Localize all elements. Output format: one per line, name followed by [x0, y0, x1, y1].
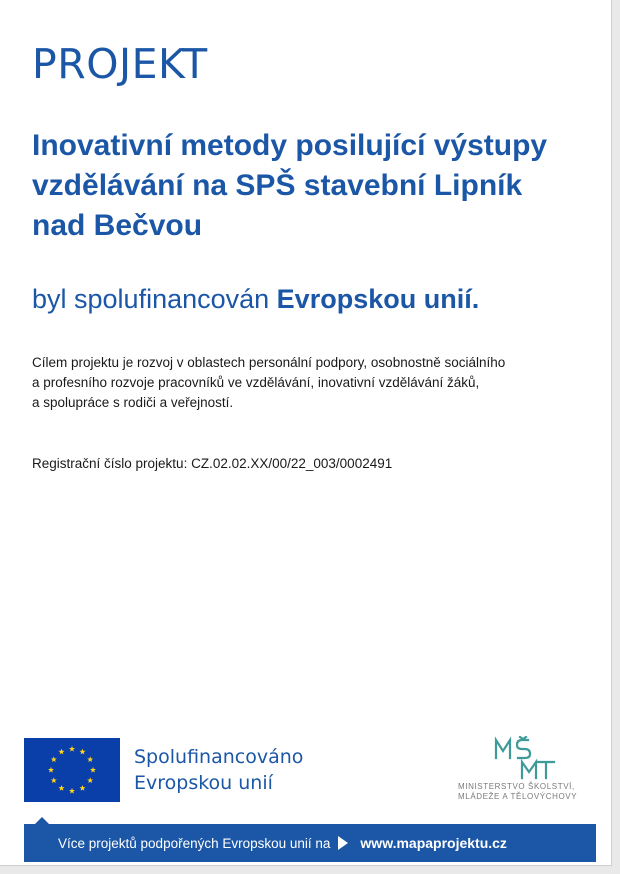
ministry-line1: MINISTERSTVO ŠKOLSTVÍ,: [458, 782, 575, 791]
cofinancing-statement: [32, 284, 479, 315]
cofinancing-prefix: byl spolufinancován: [32, 284, 277, 314]
footer-banner-text: Více projektů podpořených Evropskou unií na: [58, 835, 331, 851]
footer-banner: [24, 824, 596, 862]
description-line: a spolupráce s rodiči a veřejností.: [32, 395, 234, 410]
page-heading: PROJEKT: [32, 40, 208, 88]
eu-logo-line1: Spolufinancováno: [134, 746, 304, 768]
eu-logo-text: [134, 744, 303, 796]
project-description: [32, 353, 582, 413]
msmt-mark-icon: [492, 736, 564, 782]
ministry-line2: MLÁDEŽE A TĚLOVÝCHOVY: [458, 792, 578, 801]
ministry-logo: [458, 736, 598, 802]
eu-cofunded-logo: [24, 738, 303, 802]
description-line: a profesního rozvoje pracovníků ve vzdělávání, inovativní vzdělávání žáků,: [32, 375, 480, 390]
arrow-right-icon: [338, 836, 348, 850]
mapaprojektu-link[interactable]: www.mapaprojektu.cz: [360, 835, 507, 851]
registration-number: Registrační číslo projektu: CZ.02.02.XX/00/22_003/0002491: [32, 456, 393, 471]
cofinancing-emphasis: Evropskou unií.: [276, 284, 480, 314]
project-title: Inovativní metody posilující výstupy vzdělávání na SPŠ stavební Lipník nad Bečvou: [32, 129, 548, 242]
description-line: Cílem projektu je rozvoj v oblastech personální podpory, osobnostně sociálního: [32, 355, 506, 370]
eu-logo-line2: Evropskou unií: [134, 772, 273, 794]
eu-flag-icon: [24, 738, 120, 802]
banner-notch: [34, 817, 50, 825]
